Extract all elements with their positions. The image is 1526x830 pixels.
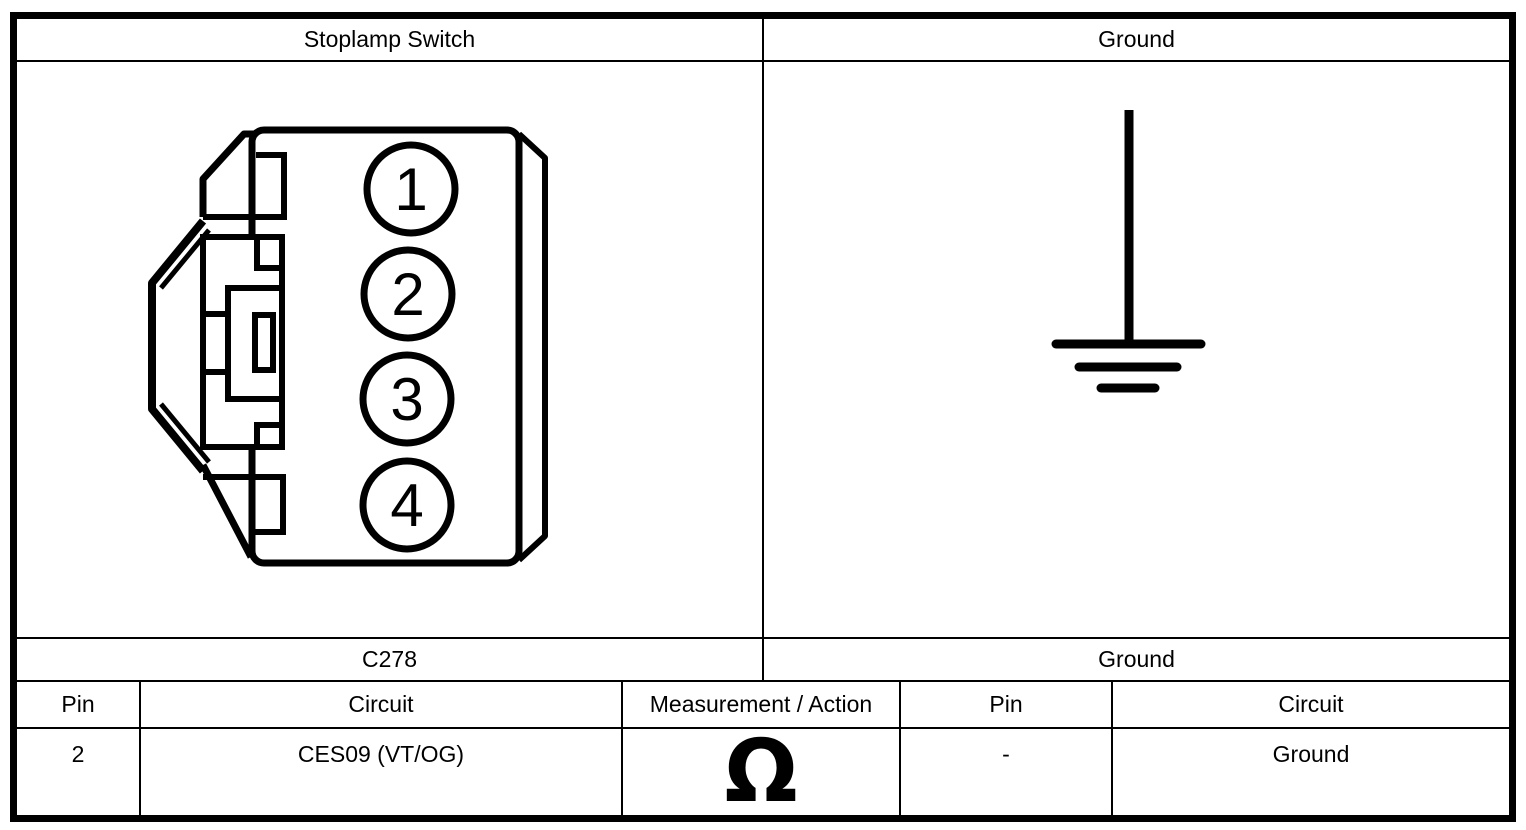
connector-diagram	[17, 62, 762, 637]
ground-symbol	[764, 62, 1509, 637]
pin-4-number: 4	[390, 472, 424, 540]
pin-1-number: 1	[394, 156, 428, 224]
pin-3-number: 3	[390, 366, 424, 434]
ohm-measurement-symbol: Ω	[623, 729, 901, 815]
connector-name-label: C278	[17, 639, 764, 679]
connector-upper-tab	[203, 134, 256, 217]
header-measurement: Measurement / Action	[623, 682, 901, 727]
left-panel-title: Stoplamp Switch	[17, 19, 764, 60]
pin-2-number: 2	[391, 261, 425, 329]
label-row	[17, 639, 1509, 681]
value-circuit-left: CES09 (VT/OG)	[141, 729, 623, 815]
value-circuit-right: Ground	[1272, 740, 1350, 767]
connector-drawing-cell	[17, 62, 764, 637]
ground-name-label: Ground	[1098, 646, 1175, 673]
right-panel-title: Ground	[1098, 26, 1175, 53]
header-pin-right: Pin	[901, 682, 1113, 727]
connector-bevel-edge	[519, 134, 545, 560]
value-pin-right: -	[901, 729, 1113, 815]
connector-shield-outline	[152, 221, 203, 471]
drawing-row	[17, 62, 1509, 639]
table-header-row	[17, 682, 1509, 729]
pinout-table	[10, 12, 1516, 822]
header-circuit-left: Circuit	[141, 682, 623, 727]
header-pin-left: Pin	[17, 682, 141, 727]
panel-title-row	[17, 19, 1509, 62]
table-data-row	[17, 729, 1509, 815]
ground-symbol-cell	[764, 62, 1509, 637]
header-circuit-right: Circuit	[1278, 690, 1344, 717]
value-pin-left: 2	[17, 729, 141, 815]
lock-inner-rect	[255, 315, 273, 370]
